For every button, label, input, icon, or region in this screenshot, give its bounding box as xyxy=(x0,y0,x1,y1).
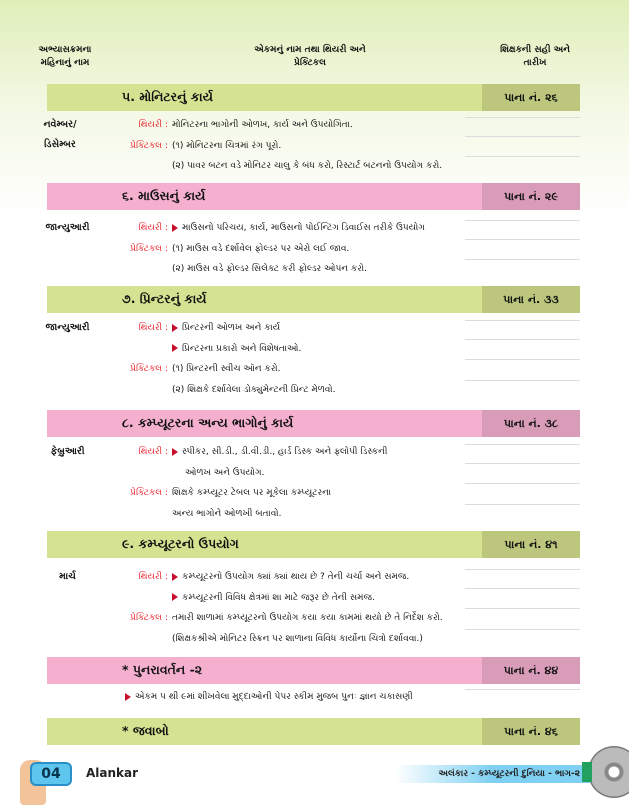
page-number: પાના નં. ૪૬ xyxy=(482,718,580,745)
row-text: સ્પીકર, સી.ડી., ડી.વી.ડી., હાર્ડ ડિસ્ક અને ફ્લોપી ડિસ્કની xyxy=(182,447,388,457)
bullet-triangle-icon xyxy=(125,693,131,701)
signature-line xyxy=(465,380,580,381)
month-name: નવેમ્બર/ ડિસેમ્બર xyxy=(43,119,77,150)
row-label: થિયરી : xyxy=(138,120,168,130)
cd-icon xyxy=(588,746,629,798)
signature-line xyxy=(465,359,580,360)
signature-line xyxy=(465,569,580,570)
header-month-column: અભ્યાસક્રમના મહિનાનું નામ xyxy=(38,45,92,68)
row-label: થિયરી : xyxy=(138,323,168,333)
row-text: (૨) માઉસ વડે ફોલ્ડર સિલેક્ટ કરી ફોલ્ડર ઓપન કરો. xyxy=(172,264,368,274)
syllabus-row xyxy=(0,483,465,503)
row-text: કમ્પ્યૂટરની વિવિધ ક્ષેત્રમાં શા માટે જરૂર છે તેની સમજ. xyxy=(182,592,375,603)
row-label: પ્રેક્ટિકલ : xyxy=(130,243,168,254)
syllabus-row xyxy=(0,359,465,379)
syllabus-row xyxy=(0,380,465,400)
signature-line xyxy=(465,588,580,589)
page-number: પાના નં. ૪૧ xyxy=(482,531,580,558)
signature-line xyxy=(465,117,580,118)
book-title-banner: અલંકાર - કમ્પ્યૂટરની દુનિયા - ભાગ-૨ xyxy=(395,765,590,783)
syllabus-row xyxy=(0,629,465,649)
unit-header xyxy=(47,718,580,745)
row-label: પ્રેક્ટિકલ : xyxy=(130,488,168,498)
month-name: માર્ચ xyxy=(59,571,76,582)
syllabus-row xyxy=(0,608,465,628)
unit-title: ૭. પ્રિન્ટરનું કાર્ય xyxy=(122,291,207,306)
row-text: (શિક્ષકશ્રીએ મોનિટર સ્ક્રિન પર શાળાના વિવિધ કાર્યોના ચિત્રો દર્શાવવા.) xyxy=(172,633,423,644)
syllabus-row xyxy=(0,687,465,707)
row-text: મોનિટરના ભાગોની ઓળખ, કાર્ય અને ઉપયોગિતા. xyxy=(172,120,353,130)
brand-logo: Alankar xyxy=(86,766,139,780)
bullet-triangle-icon xyxy=(172,324,178,332)
signature-line xyxy=(465,629,580,630)
syllabus-row xyxy=(0,442,465,462)
signature-line xyxy=(465,339,580,340)
row-text: (૧) મોનિટરના ચિત્રમાં રંગ પૂરો. xyxy=(172,140,282,151)
row-text: (૧) પ્રિન્ટરની સ્વીચ ઑન કરો. xyxy=(172,364,281,374)
syllabus-row xyxy=(0,463,465,483)
row-text: શિક્ષકે કમ્પ્યૂટર ટેબલ પર મૂકેલા કમ્પ્યૂટરના xyxy=(172,488,332,498)
row-label: થિયરી : xyxy=(138,223,168,233)
row-label: પ્રેક્ટિકલ : xyxy=(130,140,168,151)
row-text: પ્રિન્ટરના પ્રકારો અને વિશેષતાઓ. xyxy=(182,343,302,354)
signature-line xyxy=(465,689,580,690)
syllabus-row xyxy=(0,136,465,156)
signature-line xyxy=(465,136,580,137)
page-number: પાના નં. ૩૮ xyxy=(482,410,580,437)
syllabus-row xyxy=(0,218,465,238)
bullet-triangle-icon xyxy=(172,224,178,232)
unit-title: ૯. કમ્પ્યૂટરનો ઉપયોગ xyxy=(122,536,239,551)
row-text: પ્રિન્ટરની ઓળખ અને કાર્ય xyxy=(182,323,281,333)
bullet-triangle-icon xyxy=(172,573,178,581)
page-number: પાના નં. ૨૯ xyxy=(482,183,580,210)
row-label: પ્રેક્ટિકલ : xyxy=(130,364,168,374)
unit-title: * પુનરાવર્તન -૨ xyxy=(122,662,203,677)
signature-line xyxy=(465,259,580,260)
arrow-icon xyxy=(582,762,592,782)
unit-header xyxy=(47,410,580,437)
header-signature-column: શિક્ષકની સહી અને તારીખ xyxy=(500,45,570,68)
signature-line xyxy=(465,239,580,240)
unit-header xyxy=(47,84,580,111)
bullet-triangle-icon xyxy=(172,344,178,352)
syllabus-row xyxy=(0,339,465,359)
unit-header xyxy=(47,286,580,313)
page-number: પાના નં. ૪૪ xyxy=(482,657,580,684)
page-number: પાના નં. ૨૬ xyxy=(482,84,580,111)
unit-title: ૫. મોનિટરનું કાર્ય xyxy=(122,89,213,104)
page-number-badge: 04 xyxy=(30,762,72,786)
syllabus-row xyxy=(0,318,465,338)
row-label: થિયરી : xyxy=(138,447,168,457)
unit-title: ૮. કમ્પ્યૂટરના અન્ય ભાગોનું કાર્ય xyxy=(122,415,294,430)
row-text: અન્ય ભાગોને ઓળખી બતાવો. xyxy=(172,508,282,519)
unit-title: * જવાબો xyxy=(122,723,169,738)
signature-line xyxy=(465,608,580,609)
row-text: (૧) માઉસ વડે દર્શાવેલ ફોલ્ડર પર એરો લઈ જાવ. xyxy=(172,243,350,254)
signature-line xyxy=(465,156,580,157)
syllabus-row xyxy=(0,239,465,259)
row-text: માઉસનો પરિચય, કાર્ય, માઉસનો પોઈન્ટિંગ ડિવાઈસ તરીકે ઉપયોગ xyxy=(182,223,425,233)
signature-line xyxy=(465,483,580,484)
month-name: જાન્યુઆરી xyxy=(45,222,90,233)
signature-line xyxy=(465,220,580,221)
row-text: (૨) શિક્ષકે દર્શાવેલા ડોક્યુમેન્ટની પ્રિન્ટ મેળવો. xyxy=(172,384,336,395)
row-text: તમારી શાળામાં કમ્પ્યૂટરનો ઉપયોગ કયા કયા કામમાં થયો છે તે નિર્દેશ કરો. xyxy=(172,613,443,623)
row-text: એકમ ૫ થી ૯માં શીખવેલા મુદ્દાઓની પેપર સ્કીમ મુજબ પુનઃ જ્ઞાન ચકાસણી xyxy=(135,692,413,702)
month-name: જાન્યુઆરી xyxy=(45,322,90,333)
row-label: થિયરી : xyxy=(138,572,168,582)
syllabus-row xyxy=(0,259,465,279)
syllabus-row xyxy=(0,567,465,587)
syllabus-row xyxy=(0,504,465,524)
syllabus-row xyxy=(0,156,465,176)
syllabus-row xyxy=(0,115,465,135)
syllabus-row xyxy=(0,588,465,608)
row-text: (૨) પાવર બટન વડે મોનિટર ચાલુ કે બંધ કરો, રિસ્ટાર્ટ બટનનો ઉપયોગ કરો. xyxy=(172,161,443,171)
row-label: પ્રેક્ટિકલ : xyxy=(130,613,168,623)
unit-header xyxy=(47,183,580,210)
unit-header xyxy=(47,531,580,558)
month-name: ફેબ્રુઆરી xyxy=(50,446,85,457)
row-text: કમ્પ્યૂટરનો ઉપયોગ ક્યાં ક્યાં થાય છે ? તેની ચર્ચા અને સમજ. xyxy=(182,572,410,582)
row-text: ઓળખ અને ઉપયોગ. xyxy=(185,467,265,478)
signature-line xyxy=(465,320,580,321)
signature-line xyxy=(465,444,580,445)
bullet-triangle-icon xyxy=(172,593,178,601)
page-number: પાના નં. ૩૩ xyxy=(482,286,580,313)
signature-line xyxy=(465,504,580,505)
signature-line xyxy=(465,463,580,464)
unit-title: ૬. માઉસનું કાર્ય xyxy=(122,188,206,203)
unit-header xyxy=(47,657,580,684)
bullet-triangle-icon xyxy=(172,448,178,456)
header-unit-column: એકમનું નામ તથા થિયરી અને પ્રેક્ટિકલ xyxy=(254,45,366,68)
